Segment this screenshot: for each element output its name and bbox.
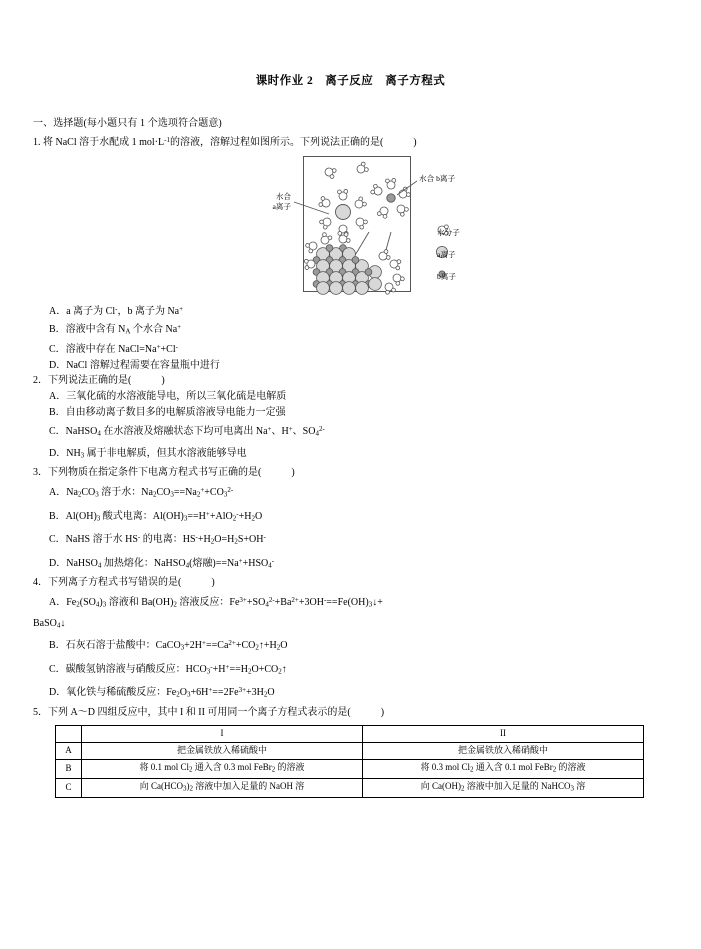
q4-option-a-continuation: BaSO$_4$↓ (33, 617, 66, 630)
table-cell-c-2: 向 $Ca(OH)_2$ 溶液中加入足量的 NaHCO$_3$ 溶 (363, 778, 644, 797)
q1-stem-post: 的溶液，溶解过程如图所示。下列说法正确的是( (169, 136, 384, 148)
figure-legend-water-molecule: 水分子 (437, 228, 460, 238)
q4-option-a: A．$Fe_2(SO_4)_3$ 溶液和 $Ba(OH)_2$ 溶液反应：$Fe^{3+}+SO_4^{2-}+Ba^{2+}+3OH^-==Fe(OH)_3↓+$ (49, 595, 383, 609)
q1-option-c: C．溶液中存在 NaCl=Na++Cl- (49, 343, 178, 356)
figure-label-hydrated-b-ion: 水合 b离子 (419, 174, 456, 184)
table-cell-b-2: 将 0.3 mol $Cl_2$ 通入含 0.1 mol FeBr$_2$ 的溶液 (363, 759, 644, 778)
figure-label-hydrated-a-line2: a离子 (272, 201, 291, 211)
q1-option-b: B．溶液中含有 $N_A$ 个水合 Na+ (49, 322, 182, 336)
table-cell-a-2: 把金属铁放入稀硝酸中 (363, 742, 644, 759)
table-row (56, 759, 644, 778)
table-row (56, 742, 644, 759)
table-row (56, 778, 644, 797)
figure-label-hydrated-a-ion (251, 192, 291, 211)
document-body (0, 116, 701, 798)
question-4-stem (33, 575, 673, 591)
q5-stem-text: 5．下列 A～D 四组反应中，其中 I 和 II 可用同一个离子方程式表示的是( (33, 706, 351, 718)
q4-option-b: B．石灰石溶于盐酸中：$CaCO_3+2H^+==Ca^{2+}+CO_2↑+H_2O$ (49, 639, 288, 652)
q5-stem-end: ) (380, 706, 385, 718)
table-row-label-b: B (56, 759, 82, 778)
q2-option-b: B．自由移动离子数目多的电解质溶液导电能力一定强 (49, 406, 286, 418)
q1-option-a: A．a 离子为 Cl-，b 离子为 Na+ (49, 305, 184, 318)
q4-stem-text: 4．下列离子方程式书写错误的是( (33, 577, 182, 589)
q3-stem-end: ) (291, 467, 295, 479)
table-cell-c-1: 向 $Ca(HCO_3)_2$ 溶液中加入足量的 NaOH 溶 (82, 778, 363, 797)
table-header-col-2: II (363, 725, 644, 742)
question-5-stem (33, 705, 673, 721)
figure-legend-b-ion: b离子 (437, 272, 456, 282)
table-header-col-1: I (82, 725, 363, 742)
question-5-table (55, 725, 644, 798)
q2-option-d: D．$NH_3$ 属于非电解质，但其水溶液能够导电 (49, 447, 247, 460)
figure-label-hydrated-a-line1: 水合 (275, 192, 291, 202)
q2-option-c: C．NaHSO$_4$ 在水溶液及熔融状态下均可电离出 Na+、H+、$SO_4^{2-}$ (49, 425, 325, 438)
question-2-stem (33, 373, 673, 389)
q2-stem-text: 2．下列说法正确的是( (33, 375, 132, 387)
table-row-label-a: A (56, 742, 82, 759)
question-3-stem (33, 465, 673, 481)
page-title: 课时作业 2 离子反应 离子方程式 (255, 75, 446, 87)
q4-option-d: D．氧化铁与稀硫酸反应：$Fe_2O_3+6H^+==2Fe^{3+}+3H_2O$ (49, 686, 275, 699)
q3-option-d: D．NaHSO$_4$ 加热熔化：NaHSO$_4$(熔融)$==Na^++HSO_4^-$ (49, 556, 275, 570)
table-row-label-c: C (56, 778, 82, 797)
q3-stem-text: 3．下列物质在指定条件下电离方程式书写正确的是( (33, 467, 262, 479)
q4-option-c: C．碳酸氢钠溶液与硝酸反应：$HCO_3^-+H^+==H_2O+CO_2↑$ (49, 662, 287, 676)
q3-option-c: C．NaHS 溶于水 HS- 的电离：$HS^-+H_2O=H_2S+OH^-$ (49, 533, 266, 546)
q3-option-a: A．$Na_2CO_3$ 溶于水：$Na_2CO_3==Na_2^++CO_3^{2-}$ (49, 485, 234, 499)
q2-stem-end: ) (161, 375, 165, 387)
q4-stem-end: ) (211, 577, 215, 589)
table-header-blank (56, 725, 82, 742)
q3-option-b: B．$Al(OH)_3$ 酸式电离：$Al(OH)_3==H^++AlO_2^-+H_2O$ (49, 509, 263, 523)
section-heading: 一、选择题(每小题只有 1 个选项符合题意) (33, 118, 222, 129)
figure-legend-a-ion: a离子 (437, 250, 456, 260)
nacl-dissolution-figure (251, 154, 496, 296)
q1-stem-pre: 1. 将 NaCl 溶于水配成 1 mol·L (33, 136, 165, 148)
table-header-row (56, 725, 644, 742)
q2-option-a: A．三氧化硫的水溶液能导电，所以三氧化硫是电解质 (49, 391, 287, 402)
question-1-stem (33, 133, 673, 151)
q1-stem-exponent: -1 (164, 135, 170, 144)
table-cell-a-1: 把金属铁放入稀硫酸中 (82, 742, 363, 759)
q1-stem-end: ) (413, 136, 417, 148)
q1-option-d: D．NaCl 溶解过程需要在容量瓶中进行 (49, 359, 220, 371)
table-cell-b-1: 将 0.1 mol $Cl_2$ 通入含 0.3 mol FeBr$_2$ 的溶液 (82, 759, 363, 778)
worksheet-page (0, 72, 701, 949)
